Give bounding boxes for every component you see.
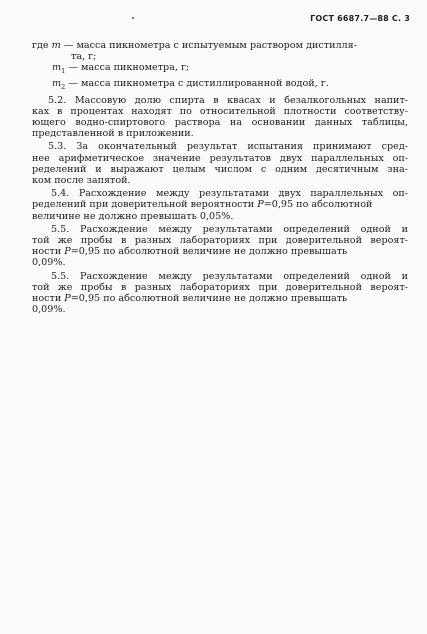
where-line-1: где m — масса пикнометра с испытуемым раствором дистилля- [32,40,357,51]
paragraph-5-3: 5.3. За окончательный результат испытания принимают сред- нее арифметическое значение результатов двух параллельных оп- ределений и выражают целым числом с одним десятичным зна- ком после запятой. [32,141,408,187]
where-line-4: $m_2$ — масса пикнометра с дистиллированной водой, г. [52,77,329,91]
paragraph-5-5-repeat: 5.5. Расхождение между результатами определений одной и той же пробы в разных лабораториях при доверительной вероят- ности P=0,95 по абсолютной величине не должно превышать 0,09%. [32,270,408,316]
paragraph-5-4: 5.4. Расхождение между результатами двух параллельных оп- ределений при доверительной вероятности P=0,95 по абсолютной величине не должно превышать 0,05%. [32,188,408,222]
speck-mark [132,17,134,19]
page-header: ГОСТ 6687.7—88 С. 3 [310,14,410,23]
formula-line: ределений при доверительной вероятности P=0,95 по абсолютной [32,199,373,211]
formula-line: ности P=0,95 по абсолютной величине не должно превышать [32,246,348,258]
where-line-3: $m_1$ — масса пикнометра, г; [52,62,190,76]
variable-m: m [51,40,61,51]
paragraph-5-2: 5.2. Массовую долю спирта в квасах и безалкогольных напит- ках в процентах находят по относительной плотности соответству- ющего водно-спиртового раствора на основании данных таблицы, представленной в приложении. [32,94,408,140]
where-line-2: та, г; [71,51,97,63]
where-block [32,40,408,93]
document-body [32,40,408,315]
paragraph-5-5: 5.5. Расхождение между результатами определений одной и той же пробы в разных лабораториях при доверительной вероят- ности P=0,95 по абсолютной величине не должно превышать 0,09%. [32,223,408,269]
formula-line: ности P=0,95 по абсолютной величине не должно превышать [32,293,348,305]
